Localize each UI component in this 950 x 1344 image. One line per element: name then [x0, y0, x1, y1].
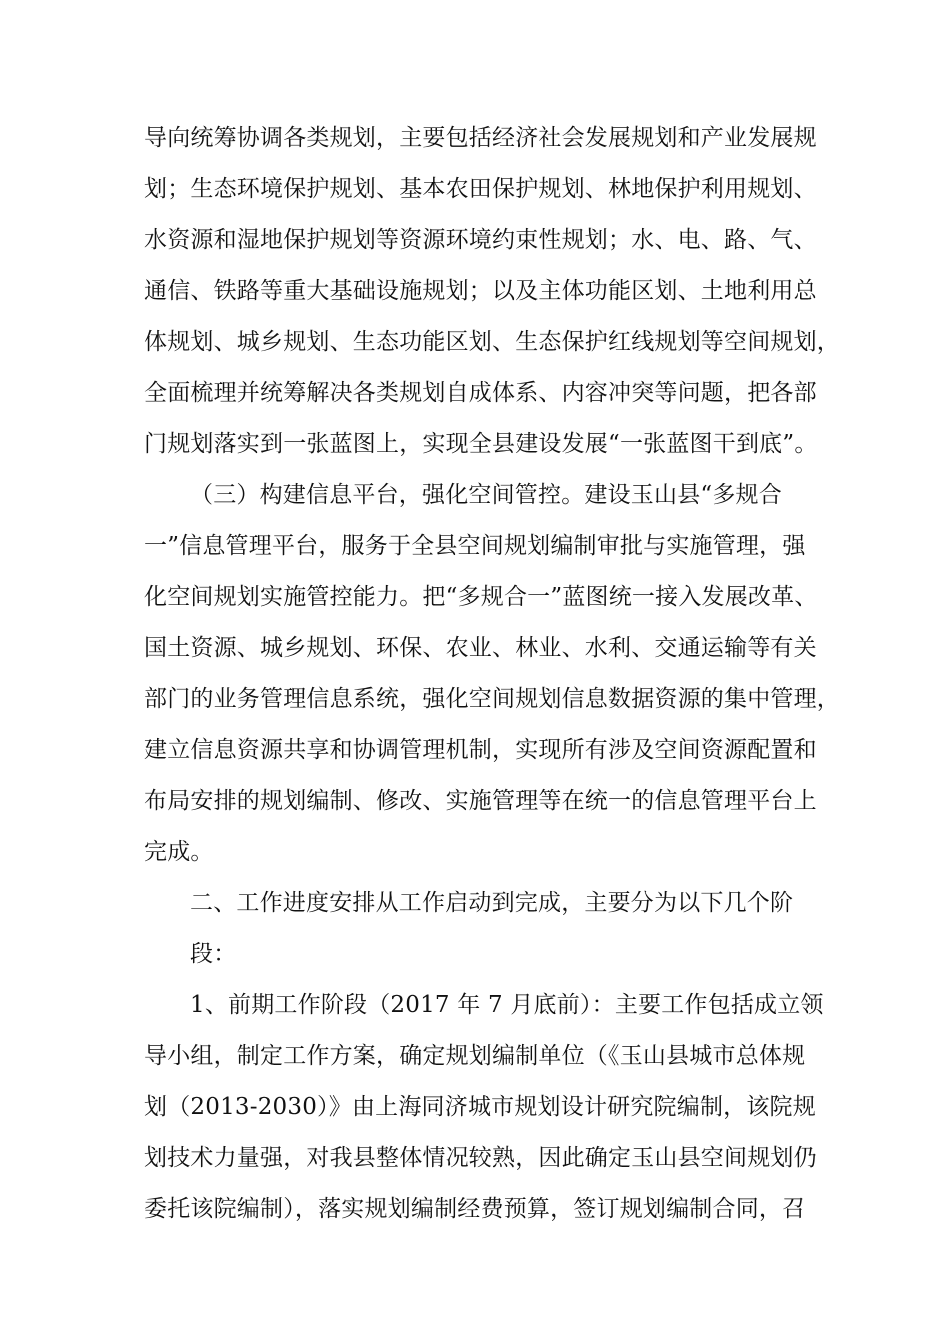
paragraph-line: 国土资源、城乡规划、环保、农业、林业、水利、交通运输等有关 — [144, 635, 817, 661]
paragraph-line: 一”信息管理平台，服务于全县空间规划编制审批与实施管理，强 — [144, 533, 806, 559]
paragraph-line: 部门的业务管理信息系统，强化空间规划信息数据资源的集中管理， — [144, 686, 840, 712]
paragraph-line: 建立信息资源共享和协调管理机制，实现所有涉及空间资源配置和 — [144, 737, 817, 763]
paragraph-line: 水资源和湿地保护规划等资源环境约束性规划；水、电、路、气、 — [144, 227, 817, 253]
paragraph-line: 导向统筹协调各类规划，主要包括经济社会发展规划和产业发展规 — [144, 125, 817, 151]
list-item-line: 1、前期工作阶段（2017 年 7 月底前）：主要工作包括成立领 — [190, 992, 824, 1018]
paragraph-line: 划；生态环境保护规划、基本农田保护规划、林地保护利用规划、 — [144, 176, 817, 202]
paragraph-line: 通信、铁路等重大基础设施规划；以及主体功能区划、土地利用总 — [144, 278, 817, 304]
paragraph-line: 完成。 — [144, 839, 214, 865]
paragraph-line: 体规划、城乡规划、生态功能区划、生态保护红线规划等空间规划， — [144, 329, 840, 355]
section-heading-line: 二、工作进度安排从工作启动到完成，主要分为以下几个阶 — [190, 890, 794, 916]
paragraph-line: 导小组，制定工作方案，确定规划编制单位（《玉山县城市总体规 — [144, 1043, 806, 1069]
paragraph-line: 化空间规划实施管控能力。把“多规合一”蓝图统一接入发展改革、 — [144, 584, 818, 610]
paragraph-line: 门规划落实到一张蓝图上，实现全县建设发展“一张蓝图干到底”。 — [144, 431, 818, 457]
paragraph-line: 全面梳理并统筹解决各类规划自成体系、内容冲突等问题，把各部 — [144, 380, 817, 406]
paragraph-line: 布局安排的规划编制、修改、实施管理等在统一的信息管理平台上 — [144, 788, 817, 814]
section-heading-line: （三）构建信息平台，强化空间管控。建设玉山县“多规合 — [190, 482, 782, 508]
paragraph-line: 划技术力量强，对我县整体情况较熟，因此确定玉山县空间规划仍 — [144, 1145, 817, 1171]
paragraph-line: 段： — [190, 941, 237, 967]
paragraph-line: 委托该院编制），落实规划编制经费预算，签订规划编制合同，召 — [144, 1196, 806, 1222]
paragraph-line: 划（2013-2030）》由上海同济城市规划设计研究院编制，该院规 — [144, 1094, 816, 1120]
